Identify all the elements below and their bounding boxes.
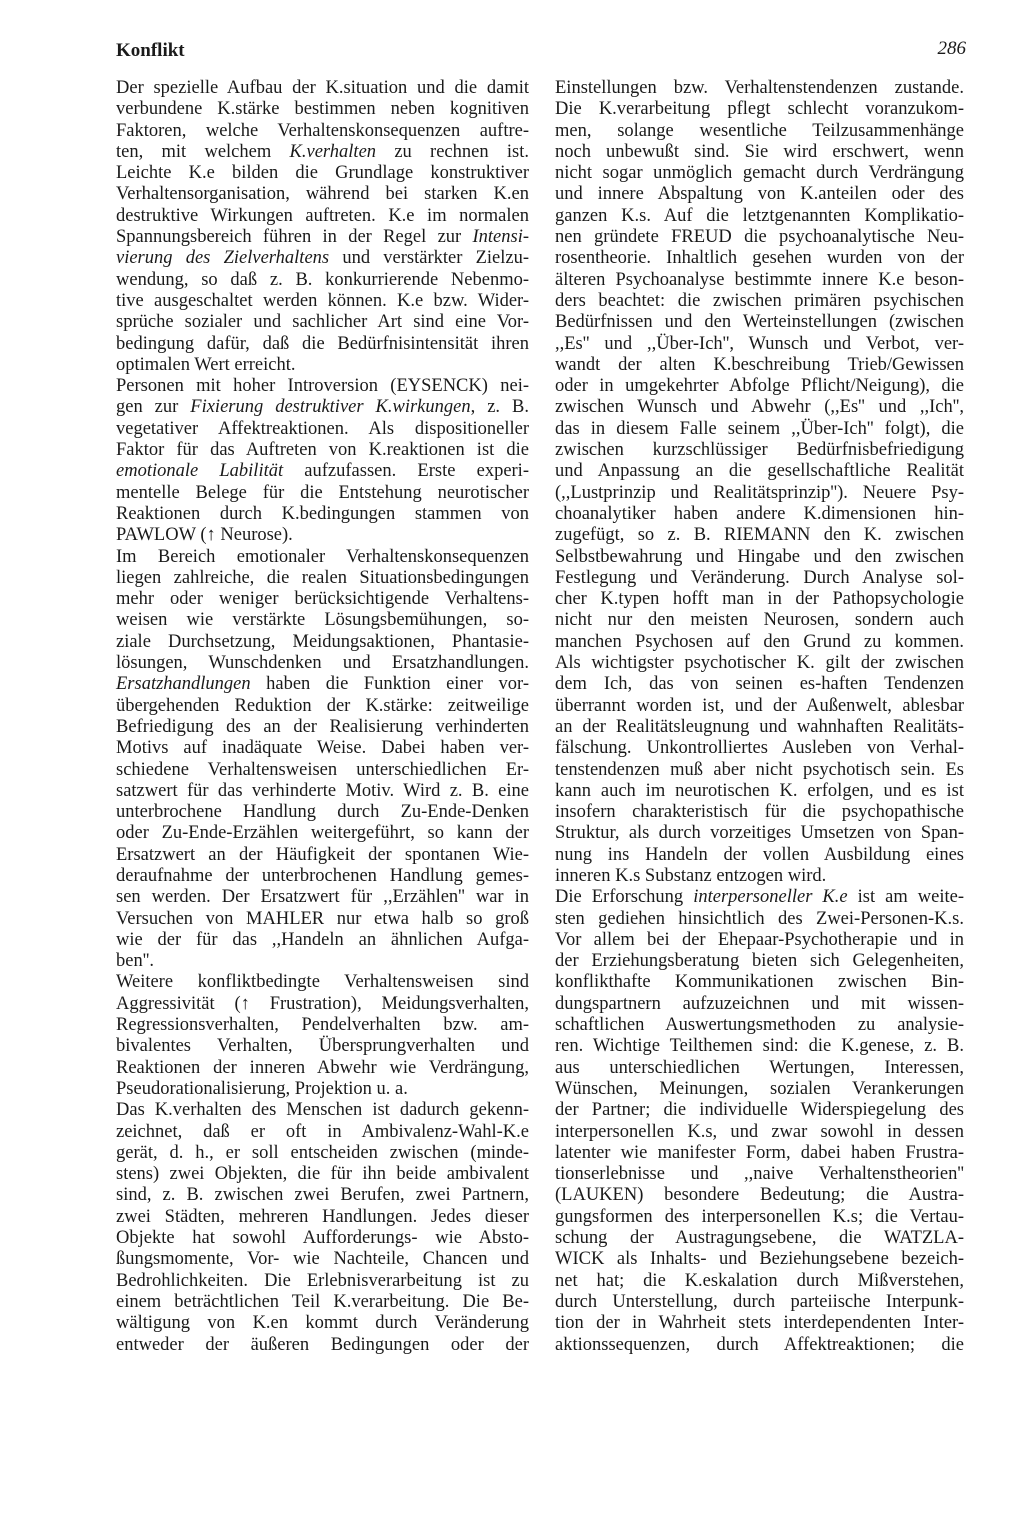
- text-line: sten gediehen hinsichtlich des Zwei-Personen-K.s.: [555, 908, 964, 929]
- text-line: Festlegung und Veränderung. Durch Analyse sol-: [555, 567, 964, 588]
- text-line: net hat; die K.eskalation durch Mißverstehen,: [555, 1270, 964, 1291]
- text-line: Versuchen von MAHLER nur etwa halb so groß: [116, 908, 529, 929]
- text-line: Bedrohlichkeiten. Die Erlebnisverarbeitung ist zu: [116, 1270, 529, 1291]
- text-line: bedingung dafür, daß die Bedürfnisintensität ihren: [116, 333, 529, 354]
- text-line: sprüche sozialer und sachlicher Art sind eine Vor-: [116, 312, 529, 333]
- text-line: zwei Städten, mehreren Handlungen. Jedes dieser: [116, 1206, 529, 1227]
- text-line: PAWLOW (↑ Neurose).: [116, 525, 293, 546]
- text-line: nung ins Handeln der vollen Ausbildung eines: [555, 844, 964, 865]
- text-line: Im Bereich emotionaler Verhaltenskonsequenzen: [116, 546, 529, 567]
- text-line: ßungsmomente, Vor- wie Nachteile, Chancen und: [116, 1249, 529, 1270]
- text-line: sen werden. Der Ersatzwert für ,,Erzählen'' war in: [116, 887, 529, 908]
- text-line: Personen mit hoher Introversion (EYSENCK) nei-: [116, 376, 529, 397]
- text-line: ben''.: [116, 951, 155, 972]
- text-line: Die K.verarbeitung pflegt schlecht voranzukom-: [555, 99, 964, 120]
- text-line: Selbstbewahrung und Hingabe und den zwischen: [555, 546, 964, 567]
- text-line: destruktive Wirkungen auftreten. K.e im normalen: [116, 205, 529, 226]
- text-line: interpersonellen K.s, und zwar sowohl in dessen: [555, 1121, 964, 1142]
- text-line: emotionale Labilität aufzufassen. Erste experi-: [116, 461, 529, 482]
- text-line: WICK als Inhalts- und Beziehungsebene bezeich-: [555, 1249, 964, 1270]
- text-line: weisen wie verstärkte Lösungsbemühungen, so-: [116, 610, 529, 631]
- text-line: tive ausgeschaltet werden können. K.e bzw. Wider-: [116, 290, 529, 311]
- text-line: zeichnet, daß er oft in Ambivalenz-Wahl-K.e: [116, 1121, 529, 1142]
- text-line: und innere Abspaltung von K.anteilen oder des: [555, 184, 964, 205]
- text-line: Regressionsverhalten, Pendelverhalten bzw. am-: [116, 1015, 529, 1036]
- text-line: der Erziehungsberatung bieten sich Gelegenheiten,: [555, 951, 964, 972]
- text-line: tionserlebnisse und ,,naive Verhaltenstheorien'': [555, 1164, 964, 1185]
- text-line: Die Erforschung interpersoneller K.e ist am weite-: [555, 887, 964, 908]
- text-line: übergehenden Reduktion der K.stärke: zeitweilige: [116, 695, 529, 716]
- text-line: zugefügt, so z. B. RIEMANN den K. zwischen: [555, 525, 964, 546]
- text-line: tion der in Wahrheit stets interdependenten Inter-: [555, 1313, 964, 1334]
- text-line: entweder der äußeren Bedingungen oder der: [116, 1334, 529, 1355]
- text-line: wendung, so daß z. B. konkurrierende Nebenmo-: [116, 269, 529, 290]
- text-line: men, solange wesentliche Teilzusammenhänge: [555, 120, 964, 141]
- text-line: ,,Es'' und ,,Über-Ich'', Wunsch und Verbot, ver-: [555, 333, 964, 354]
- text-line: gen zur Fixierung destruktiver K.wirkungen, z. B.: [116, 397, 529, 418]
- text-column-right: [555, 78, 964, 1356]
- text-line: mentelle Belege für die Entstehung neurotischer: [116, 482, 529, 503]
- text-line: aus unterschiedlichen Wertungen, Interessen,: [555, 1057, 964, 1078]
- text-line: sind, z. B. zwischen zwei Berufen, zwei Partnern,: [116, 1185, 529, 1206]
- text-line: Motivs auf inadäquate Weise. Dabei haben ver-: [116, 738, 529, 759]
- text-line: kann auch im neurotischen K. erfolgen, und es ist: [555, 780, 964, 801]
- text-line: gungsformen des interpersonellen K.s; die Vertau-: [555, 1206, 964, 1227]
- text-line: Das K.verhalten des Menschen ist dadurch gekenn-: [116, 1100, 529, 1121]
- text-line: Ersatzwert an der Häufigkeit der spontanen Wie-: [116, 844, 529, 865]
- text-line: nicht sogar unmöglich gemacht durch Verdrängung: [555, 163, 964, 184]
- text-line: liegen zahlreiche, die realen Situationsbedingungen: [116, 567, 529, 588]
- text-line: Als wichtigster psychotischer K. gilt der zwischen: [555, 653, 964, 674]
- text-line: ganzen K.s. Auf die letztgenannten Komplikatio-: [555, 205, 964, 226]
- text-line: insofern charakteristisch für die psychopathische: [555, 802, 964, 823]
- text-line: Struktur, als durch vorzeitiges Umsetzen von Span-: [555, 823, 964, 844]
- text-line: Bedürfnissen und den Werteinstellungen (zwischen: [555, 312, 964, 333]
- text-line: aktionssequenzen, durch Affektreaktionen; die: [555, 1334, 964, 1355]
- text-line: tenstendenzen muß aber nicht psychotisch sein. Es: [555, 759, 964, 780]
- text-line: deraufnahme der unterbrochenen Handlung gemes-: [116, 865, 529, 886]
- text-line: choanalytiker haben andere K.dimensionen hin-: [555, 503, 964, 524]
- text-line: latenter wie manifester Form, dabei haben Frustra-: [555, 1142, 964, 1163]
- text-line: Der spezielle Aufbau der K.situation und die damit: [116, 78, 529, 98]
- text-line: Aggressivität (↑ Frustration), Meidungsverhalten,: [116, 993, 529, 1014]
- text-line: nen gründete FREUD die psychoanalytische Neu-: [555, 227, 964, 248]
- text-line: zwischen Wunsch und Abwehr (,,Es'' und ,,Ich'',: [555, 397, 964, 418]
- text-line: Reaktionen durch K.bedingungen stammen von: [116, 503, 529, 524]
- text-line: Faktor für das Auftreten von K.reaktionen ist die: [116, 440, 529, 461]
- text-line: einem beträchtlichen Teil K.verarbeitung. Die Be-: [116, 1291, 529, 1312]
- text-line: inneren K.s Substanz entzogen wird.: [555, 865, 827, 886]
- text-line: ten, mit welchem K.verhalten zu rechnen ist.: [116, 141, 529, 162]
- page-number: 286: [937, 38, 966, 59]
- text-line: optimalen Wert erreicht.: [116, 354, 296, 375]
- text-line: vierung des Zielverhaltens und verstärkter Zielzu-: [116, 248, 529, 269]
- text-line: Faktoren, welche Verhaltenskonsequenzen auftre-: [116, 120, 529, 141]
- text-line: (LAUKEN) besondere Bedeutung; die Austra-: [555, 1185, 964, 1206]
- text-line: oder Zu-Ende-Erzählen weitergeführt, so kann der: [116, 823, 529, 844]
- text-line: schaftlichen Auswertungsmethoden zu analysie-: [555, 1015, 964, 1036]
- text-line: rosentheorie. Inhaltlich gesehen wurden von der: [555, 248, 964, 269]
- text-line: satzwert für das verhinderte Motiv. Wird z. B. eine: [116, 780, 529, 801]
- text-line: Befriedigung des an der Realisierung verhinderten: [116, 716, 529, 737]
- text-line: nicht nur den meisten Neurosen, sondern auch: [555, 610, 964, 631]
- text-line: älteren Psychoanalyse bestimmte innere K.e beson-: [555, 269, 964, 290]
- text-line: vegetativer Affektreaktionen. Als dispositioneller: [116, 418, 529, 439]
- text-line: wandt der alten K.beschreibung Trieb/Gewissen: [555, 354, 964, 375]
- text-line: fälschung. Unkontrolliertes Ausleben von Verhal-: [555, 738, 964, 759]
- text-line: (,,Lustprinzip und Realitätsprinzip''). Neuere Psy-: [555, 482, 964, 503]
- text-line: das in diesem Falle seinem ,,Über-Ich'' folgt), die: [555, 418, 964, 439]
- text-line: Ersatzhandlungen haben die Funktion einer vor-: [116, 674, 529, 695]
- text-line: schung der Austragungsebene, die WATZLA-: [555, 1228, 964, 1249]
- text-line: bivalentes Verhalten, Übersprungverhalten und: [116, 1036, 529, 1057]
- text-line: oder in umgekehrter Abfolge Pflicht/Neigung), die: [555, 376, 964, 397]
- text-line: mehr oder weniger berücksichtigende Verhaltens-: [116, 589, 529, 610]
- text-line: stens) zwei Objekten, die für ihn beide ambivalent: [116, 1164, 529, 1185]
- text-line: konflikthafte Kommunikationen zwischen Bin-: [555, 972, 964, 993]
- text-line: Vor allem bei der Ehepaar-Psychotherapie und in: [555, 929, 964, 950]
- text-line: wie der für das ,,Handeln an ähnlichen Aufga-: [116, 929, 529, 950]
- text-line: der Partner; die individuelle Widerspiegelung des: [555, 1100, 964, 1121]
- text-line: und Anpassung an die gesellschaftliche Realität: [555, 461, 964, 482]
- text-line: Einstellungen bzw. Verhaltenstendenzen zustande.: [555, 78, 964, 98]
- text-line: Spannungsbereich führen in der Regel zur Intensi-: [116, 227, 529, 248]
- text-line: durch Unterstellung, durch parteiische Interpunk-: [555, 1291, 964, 1312]
- text-line: manchen Psychosen auf den Grund zu kommen.: [555, 631, 964, 652]
- text-line: schiedene Verhaltensweisen unterschiedlichen Er-: [116, 759, 529, 780]
- text-line: Verhaltensorganisation, während bei starken K.en: [116, 184, 529, 205]
- text-line: Wünschen, Meinungen, sozialen Verankerungen: [555, 1078, 964, 1099]
- text-line: dem Ich, das von seinen es-haften Tendenzen: [555, 674, 964, 695]
- text-line: gerät, d. h., er soll entscheiden zwischen (minde-: [116, 1142, 529, 1163]
- text-line: Weitere konfliktbedingte Verhaltensweisen sind: [116, 972, 529, 993]
- text-line: ders beachtet: die zwischen primären psychischen: [555, 290, 964, 311]
- text-line: unterbrochene Handlung durch Zu-Ende-Denken: [116, 802, 529, 823]
- text-line: ziale Durchsetzung, Meidungsaktionen, Phantasie-: [116, 631, 529, 652]
- page-header-title: Konflikt: [116, 40, 185, 61]
- text-line: Leichte K.e bilden die Grundlage konstruktiver: [116, 163, 529, 184]
- text-line: Pseudorationalisierung, Projektion u. a.: [116, 1078, 408, 1099]
- text-line: Reaktionen der inneren Abwehr wie Verdrängung,: [116, 1057, 529, 1078]
- text-line: cher K.typen hofft man in der Pathopsychologie: [555, 589, 964, 610]
- text-line: überrannt worden ist, und der Außenwelt, ablesbar: [555, 695, 964, 716]
- text-line: Objekte hat sowohl Aufforderungs- wie Absto-: [116, 1228, 529, 1249]
- text-line: wältigung von K.en kommt durch Veränderung: [116, 1313, 529, 1334]
- text-line: dungspartnern aufzuzeichnen und mit wissen-: [555, 993, 964, 1014]
- text-column-left: [116, 78, 529, 1356]
- text-line: verbundene K.stärke bestimmen neben kognitiven: [116, 99, 529, 120]
- text-line: noch unbewußt sind. Sie wird erschwert, wenn: [555, 141, 964, 162]
- text-line: an der Realitätsleugnung und wahnhaften Realitäts-: [555, 716, 964, 737]
- text-line: lösungen, Wunschdenken und Ersatzhandlungen.: [116, 653, 529, 674]
- text-line: ren. Wichtige Teilthemen sind: die K.genese, z. B.: [555, 1036, 964, 1057]
- text-line: zwischen kurzschlüssiger Bedürfnisbefriedigung: [555, 440, 964, 461]
